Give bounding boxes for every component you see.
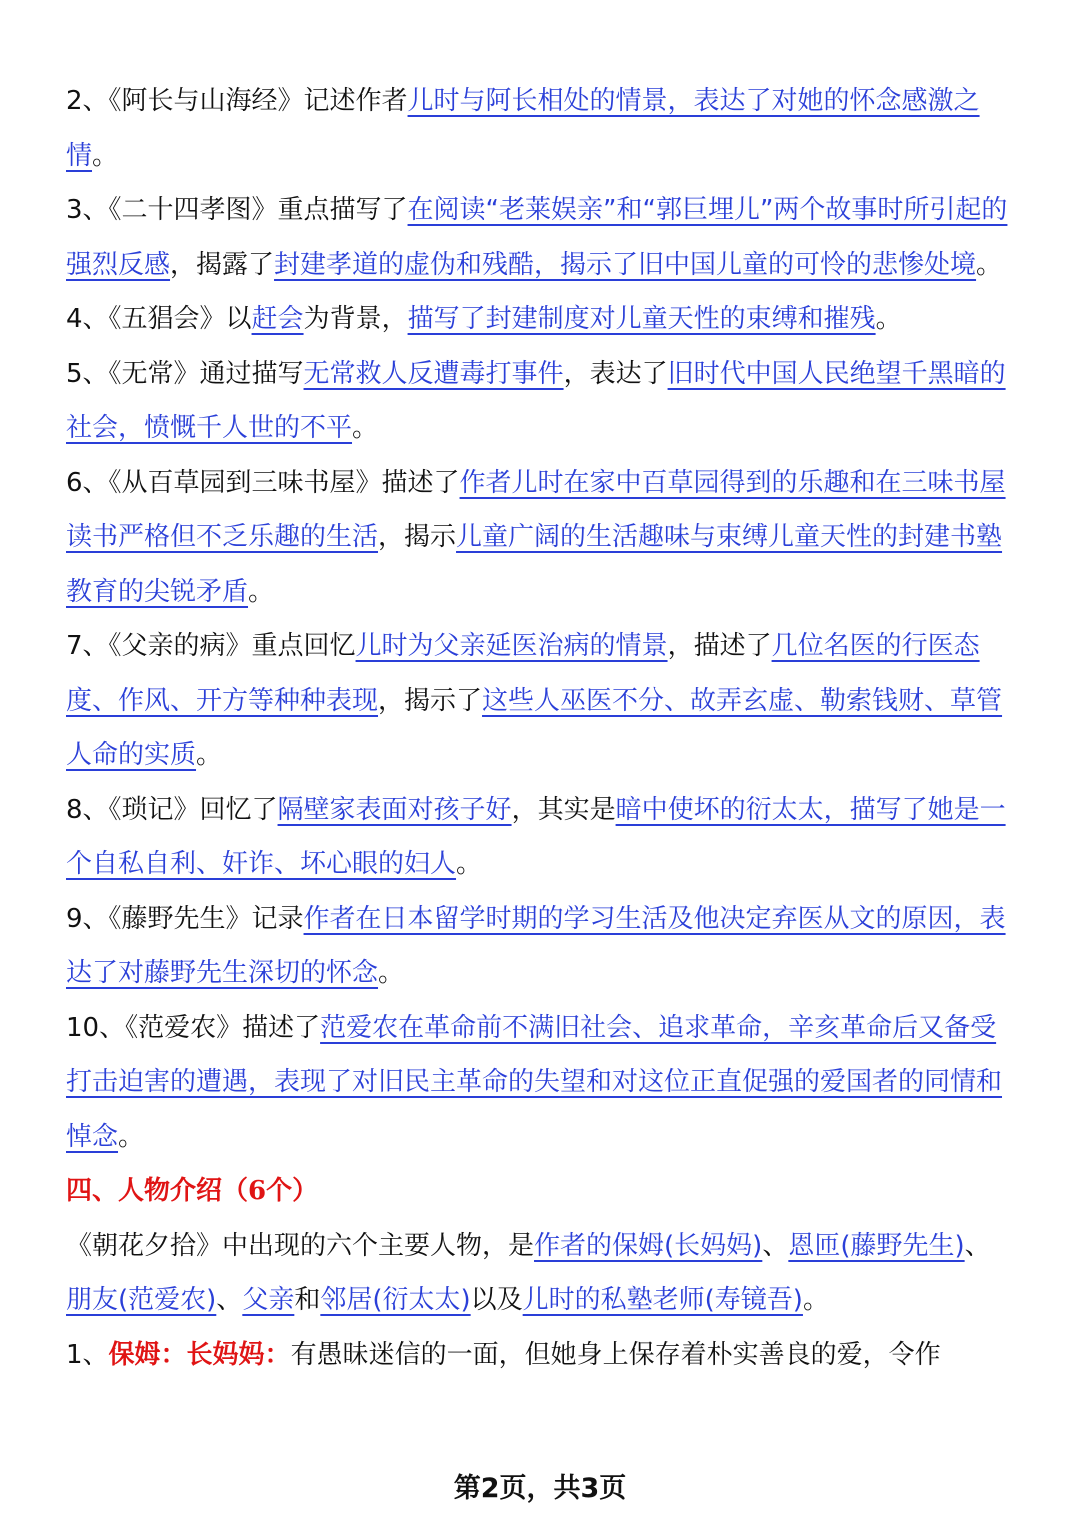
paragraph	[66, 347, 1014, 456]
paragraph	[66, 892, 1014, 1001]
text-run: 、	[762, 1230, 789, 1261]
paragraph	[66, 183, 1014, 292]
underlined-answer: 无常救人反遭毒打事件	[303, 358, 564, 389]
text-run: ，揭示了	[378, 685, 483, 716]
underlined-answer: 在阅读“老莱娱亲”和“郭巨埋儿”两个故事时所引起的强烈反感	[66, 195, 1008, 280]
text-run: 7、《父亲的病》重点回忆	[66, 631, 356, 661]
underlined-answer: 作者在日本留学时期的学习生活及他决定弃医从文的原因，表达了对藤野先生深切的怀念	[66, 903, 1006, 988]
text-run: 。	[456, 849, 483, 879]
paragraph	[66, 456, 1014, 620]
underlined-answer: 赶会	[251, 304, 304, 334]
text-run: 、	[216, 1285, 243, 1315]
text-run: 以及	[470, 1285, 523, 1315]
paragraph	[66, 74, 1014, 183]
paragraph	[66, 783, 1014, 892]
text-run: 。	[875, 304, 902, 334]
underlined-answer: 朋友(范爱农)	[66, 1285, 217, 1315]
text-run: 。	[378, 958, 405, 988]
text-run: 8、《琐记》回忆了	[66, 794, 278, 825]
paragraph	[66, 1001, 1014, 1165]
text-run: 。	[92, 140, 119, 171]
text-run: 、	[964, 1230, 991, 1261]
underlined-answer: 儿时与阿长相处的情景，表达了对她的怀念感激之情	[66, 86, 980, 171]
text-run: 1、	[66, 1339, 109, 1370]
underlined-answer: 父亲	[242, 1285, 295, 1315]
text-run: 。	[976, 249, 1003, 280]
underlined-answer: 儿时为父亲延医治病的情景	[355, 631, 668, 661]
text-run: 为背景，	[303, 304, 408, 334]
text-run: 9、《藤野先生》记录	[66, 903, 304, 934]
document-body	[66, 74, 1014, 1382]
text-run: 《朝花夕拾》中出现的六个主要人物，是	[66, 1230, 535, 1261]
character-label: 保姆：长妈妈：	[108, 1339, 291, 1370]
paragraph	[66, 1219, 1014, 1328]
text-run: ，描述了	[667, 631, 772, 661]
underlined-answer: 儿童广阔的生活趣味与束缚儿童天性的封建书塾教育的尖锐矛盾	[66, 522, 1003, 607]
text-run: ，其实是	[511, 794, 616, 825]
paragraph	[66, 619, 1014, 783]
text-run: 3、《二十四孝图》重点描写了	[66, 195, 408, 225]
text-run: 5、《无常》通过描写	[66, 358, 304, 389]
text-run: 6、《从百草园到三味书屋》描述了	[66, 467, 460, 498]
text-run: ，揭露了	[170, 249, 275, 280]
text-run: 和	[294, 1285, 321, 1315]
underlined-answer: 儿时的私塾老师(寿镜吾)	[522, 1285, 803, 1315]
underlined-answer: 作者儿时在家中百草园得到的乐趣和在三味书屋读书严格但不乏乐趣的生活	[66, 467, 1006, 552]
underlined-answer: 暗中使坏的衍太太，描写了她是一个自私自利、奸诈、坏心眼的妇人	[66, 794, 1006, 879]
section-heading: 四、人物介绍（6个）	[66, 1176, 319, 1206]
paragraph	[66, 1164, 1014, 1219]
underlined-answer: 作者的保姆(长妈妈)	[534, 1230, 763, 1261]
text-run: 。	[248, 576, 275, 607]
text-run: ，揭示	[378, 522, 457, 552]
text-run: 有愚昧迷信的一面，但她身上保存着朴实善良的爱，令作	[290, 1339, 941, 1370]
text-run: 2、《阿长与山海经》记述作者	[66, 86, 408, 116]
underlined-answer: 旧时代中国人民绝望千黑暗的社会，愤慨千人世的不平	[66, 358, 1006, 443]
paragraph	[66, 1328, 1014, 1383]
text-run: 。	[352, 413, 379, 443]
underlined-answer: 恩匝(藤野先生)	[788, 1230, 965, 1261]
text-run: 10、《范爱农》描述了	[66, 1012, 321, 1043]
text-run: ，表达了	[563, 358, 668, 389]
underlined-answer: 邻居(衍太太)	[320, 1285, 471, 1315]
underlined-answer: 这些人巫医不分、故弄玄虚、勒索钱财、草管人命的实质	[66, 685, 1003, 770]
text-run: 。	[118, 1121, 145, 1152]
text-run: 。	[196, 740, 223, 770]
underlined-answer: 几位名医的行医态度、作风、开方等种种表现	[66, 631, 980, 716]
underlined-answer: 隔壁家表面对孩子好	[277, 794, 512, 825]
underlined-answer: 描写了封建制度对儿童天性的束缚和摧残	[407, 304, 876, 334]
page-footer: 第2页，共3页	[453, 1473, 627, 1504]
text-run: 。	[802, 1285, 829, 1315]
underlined-answer: 范爱农在革命前不满旧社会、追求革命，辛亥革命后又备受打击迫害的遭遇，表现了对旧民主革命的失望和对这位正直促强的爱国者的同情和悼念	[66, 1012, 1003, 1152]
paragraph	[66, 292, 1014, 347]
underlined-answer: 封建孝道的虚伪和残酷，揭示了旧中国儿童的可怜的悲惨处境	[274, 249, 977, 280]
text-run: 4、《五猖会》以	[66, 304, 252, 334]
